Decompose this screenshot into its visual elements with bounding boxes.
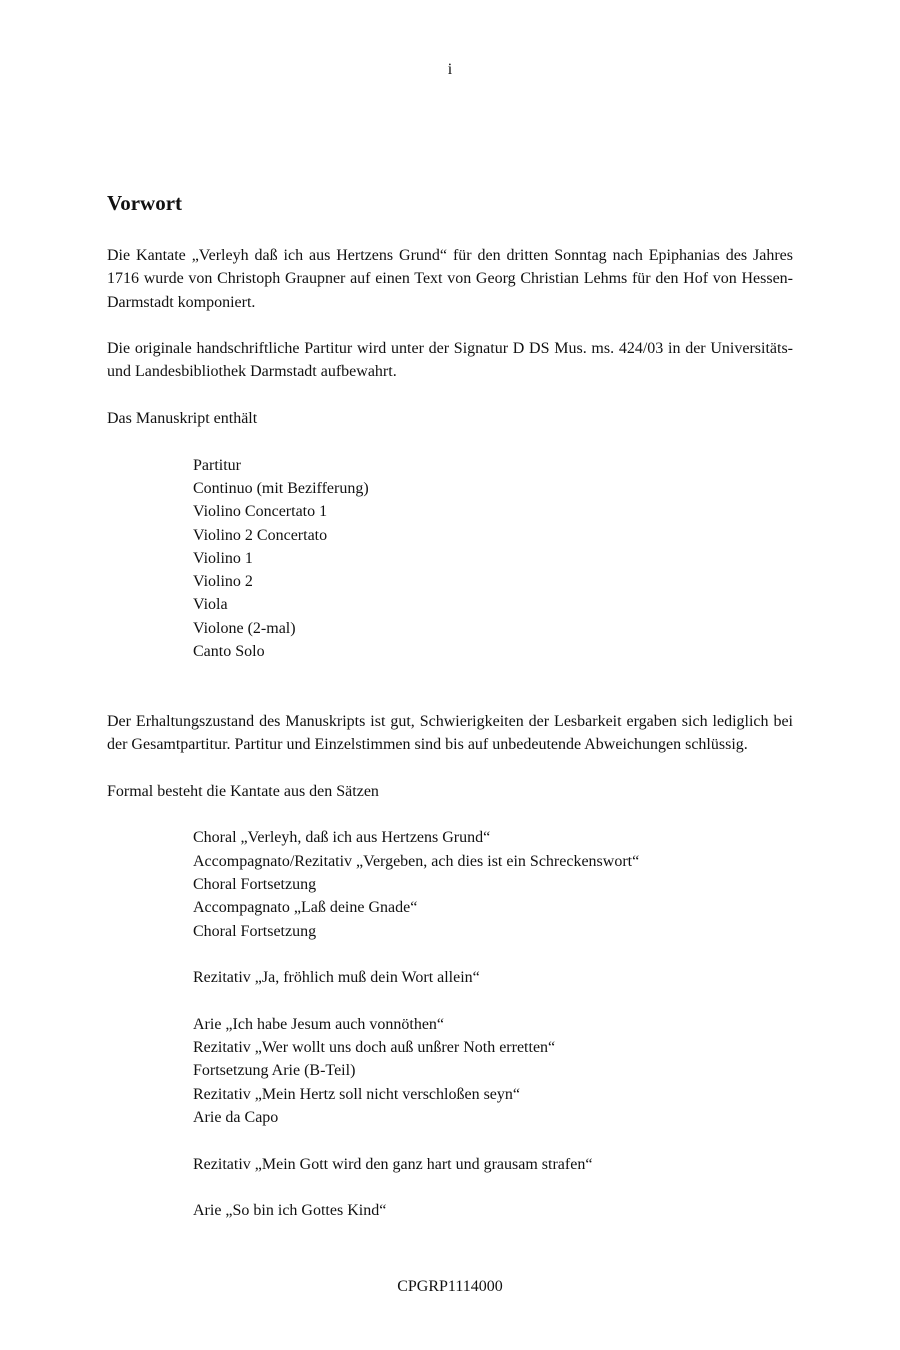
instrument-list [107, 454, 793, 664]
list-item: Arie da Capo [193, 1108, 279, 1126]
intro-paragraph: Die Kantate „Verleyh daß ich aus Hertzens Grund“ für den dritten Sonntag nach Epiphanias des Jahres 1716 wurde von Christoph Graupner auf einen Text von Georg Christian Lehms für den Hof von Hessen-Darmstadt komponiert. [107, 247, 793, 311]
list-item: Choral „Verleyh, daß ich aus Hertzens Grund“ [193, 829, 491, 847]
list-item: Violone (2-mal) [193, 619, 296, 637]
movements-intro-paragraph: Formal besteht die Kantate aus den Sätzen [107, 782, 379, 800]
list-item: Accompagnato „Laß deine Gnade“ [193, 899, 418, 917]
list-item: Violino 1 [193, 549, 253, 567]
page-title: Vorwort [107, 191, 183, 215]
list-item: Canto Solo [193, 643, 265, 661]
document-id-footer: CPGRP1114000 [397, 1278, 503, 1295]
list-item: Arie „Ich habe Jesum auch vonnöthen“ [193, 1015, 445, 1033]
page-number: i [447, 61, 453, 78]
list-item: Violino 2 [193, 573, 253, 591]
list-item: Continuo (mit Bezifferung) [193, 479, 369, 497]
contains-paragraph: Das Manuskript enthält [107, 410, 258, 428]
list-item: Violino 2 Concertato [193, 526, 328, 544]
list-item: Choral Fortsetzung [193, 922, 317, 940]
list-item: Rezitativ „Mein Hertz soll nicht verschloßen seyn“ [193, 1085, 521, 1103]
movement-list [107, 826, 793, 1222]
list-item: Accompagnato/Rezitativ „Vergeben, ach dies ist ein Schreckenswort“ [193, 852, 640, 870]
document-body [107, 190, 793, 1222]
list-item: Partitur [193, 456, 241, 474]
list-item: Choral Fortsetzung [193, 876, 317, 894]
list-item: Fortsetzung Arie (B-Teil) [193, 1062, 356, 1080]
list-item: Arie „So bin ich Gottes Kind“ [193, 1202, 387, 1220]
list-item: Viola [193, 596, 228, 614]
list-item: Rezitativ „Mein Gott wird den ganz hart und grausam strafen“ [193, 1155, 593, 1173]
source-paragraph: Die originale handschriftliche Partitur wird unter der Signatur D DS Mus. ms. 424/03 in der Universitäts- und Landesbibliothek Darmstadt aufbewahrt. [107, 340, 793, 381]
list-item: Rezitativ „Ja, fröhlich muß dein Wort allein“ [193, 969, 480, 987]
list-item: Rezitativ „Wer wollt uns doch auß unßrer Noth erretten“ [193, 1039, 556, 1057]
condition-paragraph: Der Erhaltungszustand des Manuskripts ist gut, Schwierigkeiten der Lesbarkeit ergaben sich lediglich bei der Gesamtpartitur. Partitur und Einzelstimmen sind bis auf unbedeutende Abweichungen schlüssig. [107, 712, 793, 754]
list-item: Violino Concertato 1 [193, 503, 328, 521]
